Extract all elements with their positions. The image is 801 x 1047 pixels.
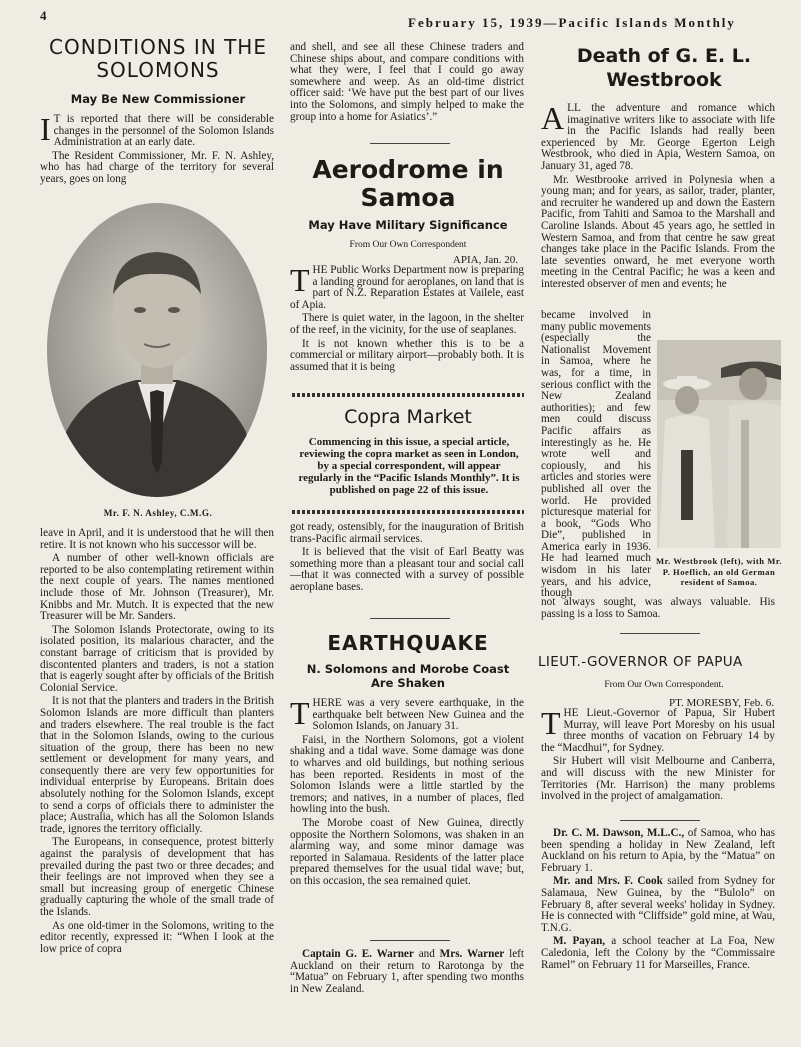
earthquake-subtitle-line1: N. Solomons and Morobe Coast: [306, 662, 510, 676]
earthquake-para-1: HERE was a very severe earthquake, in the earthquake belt between New Guinea and the Solomon Islands, on January 31.: [312, 697, 524, 733]
westbrook-body: [541, 100, 775, 293]
aerodrome-title: [290, 156, 526, 212]
ashley-caption: Mr. F. N. Ashley, C.M.G.: [103, 508, 213, 518]
divider: [370, 618, 450, 619]
westbrook-title-line1: Death of G. E. L.: [576, 45, 752, 67]
conditions-para-7: The Europeans, in consequence, protest bitterly against the paralysis of development that has prevailed during the past two or three decades; and their feelings are not improved when they see a small but increasing group of energetic Chinese gradually capturing the whole of the small trade of the Islands.: [40, 836, 274, 918]
conditions-para-3: leave in April, and it is understood that he will then retire. It is not known who his successor will be.: [40, 527, 274, 551]
running-head: February 15, 1939—Pacific Islands Monthly: [408, 15, 736, 30]
conditions-title: [40, 36, 276, 82]
westbrook-end: [541, 597, 775, 622]
westbrook-body-narrow: [541, 310, 651, 602]
conditions-intro: [40, 111, 274, 188]
aerodrome-para-5: It is believed that the visit of Earl Beatty was something more than a pleasant tour and social call—that it was connected with a survey of possible aeroplane bases.: [290, 546, 524, 593]
papua-para-1: HE Lieut.-Governor of Papua, Sir Hubert Murray, will leave Port Moresby on his usual three months of vacation on February 14 by the “Macdhui”, for Sydney.: [541, 707, 775, 754]
aerodrome-dateline: APIA, Jan. 20.: [452, 254, 518, 266]
divider: [620, 820, 700, 821]
warner-name: Captain G. E. Warner: [302, 948, 414, 960]
earthquake-body: [290, 695, 524, 890]
aerodrome-para-1: HE Public Works Department now is preparing a landing ground for aeroplanes, on land that is part of N.Z. Reparation Estates at Vailele, east of Apia.: [290, 264, 524, 311]
conditions-subtitle: May Be New Commissioner: [70, 92, 246, 106]
dashed-rule: [292, 393, 524, 397]
papua-notes: [541, 828, 775, 973]
aerodrome-from: From Our Own Correspondent: [349, 240, 467, 250]
cook-name: Mr. and Mrs. F. Cook: [553, 875, 663, 888]
papua-dateline: PT. MORESBY, Feb. 6.: [668, 697, 774, 709]
aerodrome-continued: [290, 522, 524, 596]
copra-note: Commencing in this issue, a special article, reviewing the copra market as seen in London, by a special correspondent, will appear regularly in the “Pacific Islands Monthly”. It is published on page 22 of this issue.: [298, 436, 520, 496]
papua-para-2: Sir Hubert will visit Melbourne and Canberra, and will discuss with the new Minister for Territories (Mr. Harrison) the many problems involved in the project of amalgamation.: [541, 755, 775, 803]
westbrook-title: [540, 44, 788, 92]
copra-title: Copra Market: [344, 406, 472, 428]
westbrook-para-2: Mr. Westbrooke arrived in Polynesia when a young man; and for years, as sailor, trader, planter, and recruiter he wandered up and down the Eastern Pacific, from Tahiti and Samoa to the Marshall and Caroline Islands. About 45 years ago, he settled in Western Samoa, and from that centre he saw great changes take place in the Pacific Islands. From the late seventies onward, he met everyone worth meeting in the Central Pacific; he was a keen and interested observer of men and events; he: [541, 173, 775, 290]
conditions-continued: [290, 42, 524, 125]
aerodrome-title-line1: Aerodrome in: [312, 155, 504, 184]
conditions-para-6: It is not that the planters and traders in the British Solomon Islands are more difficult than planters and traders elsewhere. The real trouble is the fact that in the Solomon Islands, owing to the curious situation of the group, there has been no new settlement or development for many years, and consequently there are very few opportunities for individual enterprise by Europeans. Britain does absolutely nothing for the Solomon Islands, except to send a corps of officials there to administer the place; Australia, which has all the Solomon Islands trade, ignores the territory officially.: [40, 695, 274, 835]
warner-note: [290, 949, 524, 997]
aerodrome-para-3: It is not known whether this is to be a commercial or military airport—probably both. It is assumed that it is being: [290, 337, 524, 373]
dawson-name: Dr. C. M. Dawson, M.L.C.,: [553, 827, 685, 839]
dashed-rule: [292, 510, 524, 514]
aerodrome-title-line2: Samoa: [360, 183, 456, 212]
conditions-para-8: As one old-timer in the Solomons, writing to the editor recently, expressed it: “When I look at the low price of copra: [40, 919, 274, 955]
conditions-para-2: The Resident Commissioner, Mr. F. N. Ashley, who has had charge of the territory for several years, goes on long: [40, 149, 274, 185]
papua-body: [541, 705, 775, 805]
drop-cap: T: [541, 705, 561, 741]
westbrook-title-line2: Westbrook: [606, 69, 722, 91]
earthquake-title: EARTHQUAKE: [327, 631, 489, 655]
earthquake-subtitle-line2: Are Shaken: [371, 676, 445, 690]
dawson-text: of Samoa, who has been spending a holiday in New Zealand, left Auckland on his return to Apia, by the “Matua” on February 1.: [541, 827, 776, 874]
conditions-para-5: The Solomon Islands Protectorate, owing to its isolated position, its malarious character, and the constant barrage of criticism that is provided by discontented planters and traders, is not a station that is eagerly sought after by officials of the British Colonial Service.: [40, 623, 274, 694]
conditions-body: [40, 528, 274, 957]
westbrook-para-4: not always sought, was always valuable. His passing is a loss to Samoa.: [541, 596, 775, 620]
westbrook-para-3: became involved in many public movements (especially the Nationalist Movement in Samoa, where he was, for a time, in serious conflict with the New Zealand authorities); and few men could discuss Pacific affairs as interestingly as he. He wrote well and copiously, and his articles and stories were published all over the world. He provided picturesque material for a book, “Gods Who Die”, published in America early in 1936. He had learned much wisdom in his later years, and his advice, though: [541, 309, 651, 600]
drop-cap: A: [541, 100, 565, 136]
conditions-para-1: T is reported that there will be considerable changes in the personnel of the Solomon Islands Administration at an early date.: [53, 113, 274, 149]
ashley-photo: [46, 202, 268, 498]
warner-text: left Auckland on their return to Rarotonga by the “Matua” on February 1, after spending two months in New Zealand.: [290, 948, 525, 995]
conditions-title-line1: CONDITIONS IN THE: [49, 35, 267, 59]
earthquake-para-2: Faisi, in the Northern Solomons, got a violent shaking and a tidal wave. Some damage was done to wharves and old buildings, but nothing serious has been reported. Residents in most of the Solomon Islands were a little startled by the tremors; and natives, in a number of places, fled howling into the bush.: [290, 733, 524, 816]
payan-name: M. Payan,: [553, 935, 606, 948]
aerodrome-body: [290, 262, 524, 375]
westbrook-photo: [657, 340, 781, 548]
earthquake-subtitle: [290, 662, 526, 690]
westbrook-caption: Mr. Westbrook (left), with Mr. P. Hoeflich, an old German resident of Samoa.: [656, 556, 782, 587]
papua-from: From Our Own Correspondent.: [604, 680, 724, 690]
divider: [370, 940, 450, 941]
westbrook-para-1: LL the adventure and romance which imaginative writers like to associate with life in the Pacific Islands had really been experienced by Mr. George Egerton Leigh Westbrook, who died in Apia, Western Samoa, on January 31, aged 78.: [541, 102, 775, 172]
drop-cap: T: [290, 695, 310, 731]
warner-name-2: Mrs. Warner: [439, 948, 505, 960]
aerodrome-para-4: got ready, ostensibly, for the inauguration of British trans-Pacific airmail services.: [290, 521, 524, 545]
payan-text: a school teacher at La Foa, New Caledonia, left the Colony by the “Commissaire Ramel” on February 11 for Marseilles, France.: [541, 935, 775, 971]
page-number: 4: [40, 8, 47, 23]
aerodrome-subtitle: May Have Military Significance: [308, 218, 508, 232]
conditions-para-9: and shell, and see all these Chinese traders and Chinese ships about, and compare conditions with what they were, I feel that I could go away somewhere and weep. As an old-time district officer said: ‘We have put the best part of our lives into the Solomons, and simply helped to make the group into a home for Asiatics’.”: [290, 41, 524, 123]
cook-text: sailed from Sydney for Salamaua, New Guinea, by the “Bulolo” on February 8, after several weeks' holiday in Sydney. He is connected with “Cliffside” gold mine, at Wau, T.N.G.: [541, 875, 776, 934]
papua-title: LIEUT.-GOVERNOR OF PAPUA: [538, 654, 743, 670]
warner-and: and: [418, 948, 435, 960]
aerodrome-para-2: There is quiet water, in the lagoon, in the shelter of the reef, in the vicinity, for the use of seaplanes.: [290, 312, 524, 336]
conditions-title-line2: SOLOMONS: [96, 58, 220, 82]
drop-cap: I: [40, 111, 51, 147]
conditions-para-4: A number of other well-known officials are reported to be also contemplating retirement within the next couple of years. The names mentioned include those of Mr. Johnson (Treasurer), Mr. Knibbs and Mr. Mutch. It is expected that the new Treasurer will be Mr. Sanders.: [40, 552, 274, 623]
earthquake-para-3: The Morobe coast of New Guinea, directly opposite the Northern Solomons, was shaken in an alarming way, and some minor damage was reported in Salamaua. Residents of the latter place prepared themselves for the usual tidal wave; but, on this occasion, the sea remained quiet.: [290, 816, 524, 887]
divider: [620, 633, 700, 634]
divider: [370, 143, 450, 144]
drop-cap: T: [290, 262, 310, 298]
